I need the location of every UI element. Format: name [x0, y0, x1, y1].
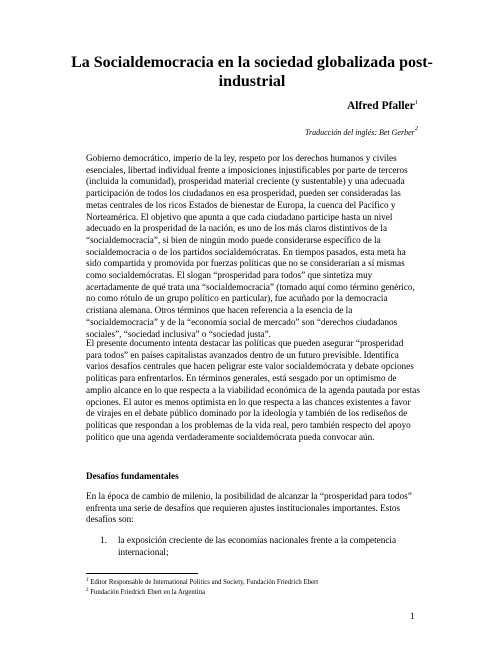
translator-line: [305, 125, 418, 137]
translator-footnote-mark[interactable]: 2: [414, 125, 418, 132]
body-paragraph-2: El presente documento intenta destacar las políticas que pueden asegurar “prosperidad para todos” en países capitalistas avanzados dentro de un futuro previsible. Identifica varios desafíos centrales que hacen peligrar este valor socialdemócrata y debate opciones políticas para enfrentarlos. En términos generales, está sesgado por un optimismo de amplio alcance en lo que respecta a la viabilidad económica de la agenda pautada por estas opciones. El autor es menos optimista en lo que respecta a las chances existentes a favor de virajes en el debate público dominado por la ideología y también de los rediseños de políticas que respondan a los problemas de la vida real, pero también respecto del apoyo político que una agenda verdaderamente socialdemócrata pueda convocar aún.: [86, 338, 420, 442]
footnote-1-text: Editor Responsable de International Politics and Society, Fundación Friedrich Ebert: [90, 579, 319, 586]
list-item-text: la exposición creciente de las economías nacionales frente a la competencia internacional;: [118, 535, 397, 557]
page-number: 1: [410, 611, 415, 621]
list-item: [100, 535, 430, 558]
footnote-2: [86, 587, 426, 597]
author-line: [347, 99, 418, 112]
footnote-1: [86, 577, 426, 587]
footnote-divider: [86, 573, 198, 574]
body-paragraph-3: En la época de cambio de milenio, la posibilidad de alcanzar la “prosperidad para todos” enfrenta una serie de desafíos que requieren ajustes institucionales importantes. Estos desafíos son:: [86, 491, 412, 525]
footnote-2-mark: 2: [86, 588, 89, 594]
footnote-1-mark: 1: [86, 578, 89, 583]
list-item-number: 1.: [100, 535, 107, 545]
section-heading: Desafíos fundamentales: [86, 471, 179, 481]
body-paragraph-1: Gobierno democrático, imperio de la ley, respeto por los derechos humanos y civiles esenciales, libertad individual frente a imposiciones injustificables por parte de terceros (incluida la comunidad), prosperidad material creciente (y sustentable) y una adecuada participación de todos los ciudadanos en esa prosperidad, pueden ser consideradas las metas centrales de los ricos Estados de bienestar de Europa, la cuenca del Pacífico y Norteamérica. El objetivo que apunta a que cada ciudadano participe hasta un nivel adecuado en la prosperidad de la nación, es uno de los más claros distintivos de la “socialdemocracia”, si bien de ningún modo puede considerarse específico de la socialdemocracia o de los partidos socialdemócratas. En tiempos pasados, esta meta ha sido compartida y promovida por fuerzas políticas que no se considerarían a sí mismas como socialdemócratas. El slogan “prosperidad para todos” que sintetiza muy acertadamente de qué trata una “socialdemocracia” (tomado aquí como término genérico, no como rótulo de un grupo político en particular), fue acuñado por la democracia cristiana alemana. Otros términos que hacen referencia a la esencia de la “socialdemocracia” y de la “economía social de mercado” son “derechos ciudadanos sociales”, “sociedad inclusiva” o “sociedad justa”.: [86, 153, 415, 339]
document-title: La Socialdemocracia en la sociedad globalizada post-industrial: [71, 54, 433, 90]
translator-text: Traducción del inglés: Bet Gerber: [304, 128, 415, 137]
author-name: Alfred Pfaller: [346, 100, 415, 112]
footnotes: [86, 577, 426, 598]
footnote-2-text: Fundación Friedrich Ebert en la Argentina: [90, 589, 206, 597]
author-footnote-mark[interactable]: 1: [414, 99, 418, 106]
